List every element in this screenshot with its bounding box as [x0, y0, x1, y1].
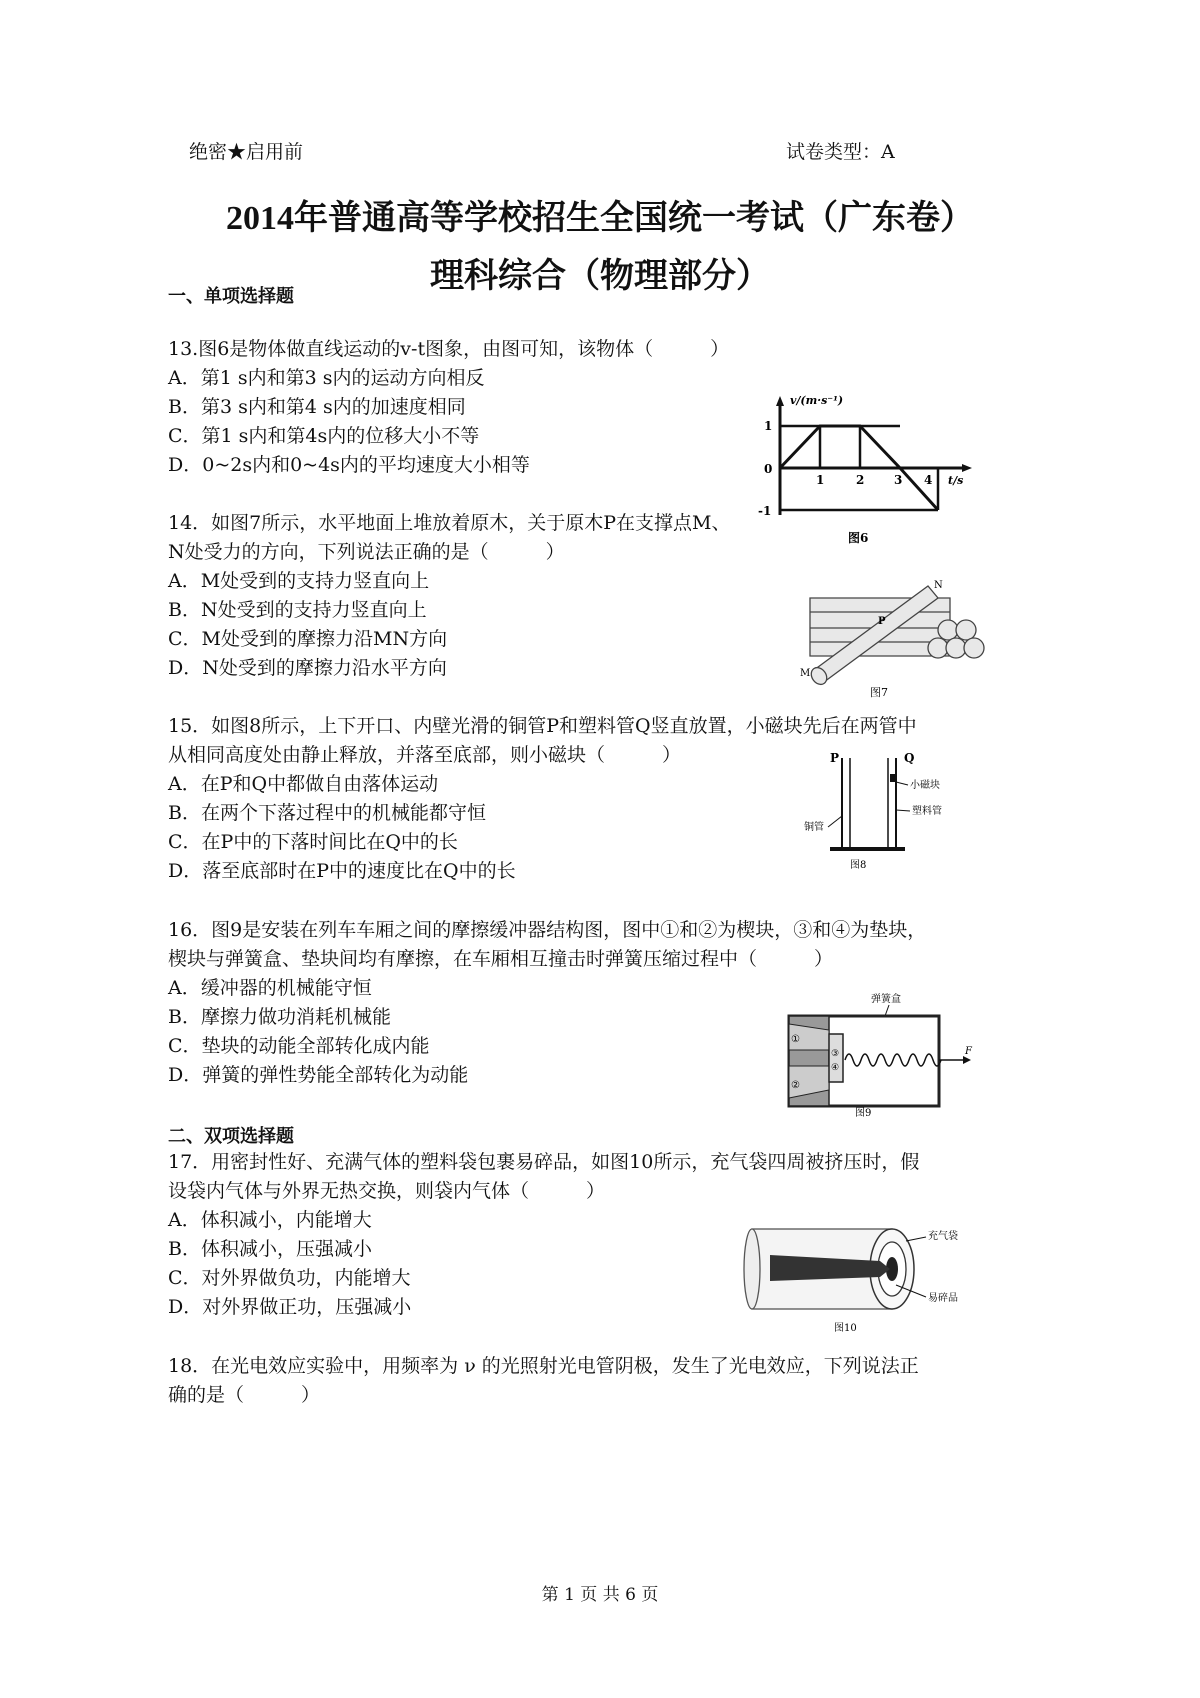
q16-option-c: C．垫块的动能全部转化成内能	[168, 1035, 430, 1057]
q16-option-b: B．摩擦力做功消耗机械能	[168, 1006, 391, 1028]
figure-7-logs	[790, 578, 990, 703]
fig6-ylabel: v/(m·s⁻¹)	[790, 394, 844, 407]
fig9-label-2: ②	[791, 1080, 800, 1091]
fig9-label-springbox: 弹簧盒	[871, 994, 901, 1005]
q17-stem-line2: 设袋内气体与外界无热交换，则袋内气体（ ）	[168, 1180, 606, 1202]
q16-option-d: D．弹簧的弹性势能全部转化为动能	[168, 1064, 469, 1086]
fig8-label-magnet: 小磁块	[910, 780, 940, 791]
fig6-xlabel: t/s	[948, 474, 964, 487]
fig6-tick-x-4: 4	[924, 473, 933, 487]
fig6-tick-y-0: 0	[764, 462, 773, 476]
q18-stem-line2: 确的是（ ）	[168, 1384, 321, 1406]
fig7-label-p: P	[878, 616, 886, 627]
section-single-choice: 一、单项选择题	[168, 286, 294, 307]
q13-option-d: D．0~2s内和0~4s内的平均速度大小相等	[168, 454, 530, 476]
q15-option-d: D．落至底部时在P中的速度比在Q中的长	[168, 860, 516, 882]
section-double-choice: 二、双项选择题	[168, 1126, 294, 1147]
fig6-tick-x-2: 2	[856, 473, 865, 487]
q13-option-b: B．第3 s内和第4 s内的加速度相同	[168, 396, 466, 418]
page-footer: 第 1 页 共 6 页	[541, 1585, 659, 1605]
fig10-label-fragile: 易碎品	[928, 1293, 958, 1304]
q13-option-c: C．第1 s内和第4s内的位移大小不等	[168, 425, 480, 447]
exam-title: 2014年普通高等学校招生全国统一考试（广东卷）	[226, 200, 974, 237]
fig7-caption: 图7	[870, 686, 888, 699]
q14-option-c: C．M处受到的摩擦力沿MN方向	[168, 628, 448, 650]
q15-stem-line2: 从相同高度处由静止释放，并落至底部，则小磁块（ ）	[168, 744, 682, 766]
fig10-caption: 图10	[834, 1323, 857, 1334]
fig9-label-3: ③	[831, 1049, 840, 1059]
fig10-label-bag: 充气袋	[928, 1231, 958, 1242]
q17-option-d: D．对外界做正功，压强减小	[168, 1296, 412, 1318]
fig7-label-n: N	[934, 580, 943, 591]
fig9-caption: 图9	[855, 1108, 872, 1118]
fig6-tick-y-neg1: -1	[758, 504, 772, 518]
figure-9-buffer	[785, 990, 985, 1118]
figure-8-tubes	[800, 748, 980, 876]
fig8-label-q: Q	[904, 751, 915, 765]
fig8-label-copper: 铜管	[804, 822, 824, 833]
fig8-label-plastic: 塑料管	[912, 806, 942, 817]
q14-option-b: B．N处受到的支持力竖直向上	[168, 599, 427, 621]
confidential-mark: 绝密★启用前	[189, 141, 304, 163]
fig9-label-f: F	[965, 1046, 972, 1057]
fig6-caption: 图6	[848, 531, 869, 545]
q14-option-d: D．N处受到的摩擦力沿水平方向	[168, 657, 447, 679]
q18-stem-line1: 18．在光电效应实验中，用频率为 ν 的光照射光电管阴极，发生了光电效应，下列说法正	[168, 1355, 919, 1377]
fig7-label-m: M	[800, 668, 811, 679]
q15-option-c: C．在P中的下落时间比在Q中的长	[168, 831, 458, 853]
q16-option-a: A．缓冲器的机械能守恒	[168, 977, 372, 999]
q15-option-a: A．在P和Q中都做自由落体运动	[168, 773, 439, 795]
fig8-label-p: P	[830, 751, 840, 765]
figure-10-airbag	[740, 1215, 990, 1340]
q16-stem-line1: 16．图9是安装在列车车厢之间的摩擦缓冲器结构图，图中①和②为楔块，③和④为垫块，	[168, 919, 927, 941]
q17-option-c: C．对外界做负功，内能增大	[168, 1267, 411, 1289]
q17-stem-line1: 17．用密封性好、充满气体的塑料袋包裹易碎品，如图10所示，充气袋四周被挤压时，假	[168, 1151, 920, 1173]
fig6-tick-y-1: 1	[764, 419, 773, 433]
q14-stem-line2: N处受力的方向，下列说法正确的是（ ）	[168, 541, 565, 563]
fig9-label-1: ①	[791, 1034, 800, 1045]
q14-stem-line1: 14．如图7所示，水平地面上堆放着原木，关于原木P在支撑点M、	[168, 512, 731, 534]
q17-option-b: B．体积减小，压强减小	[168, 1238, 372, 1260]
fig8-caption: 图8	[850, 860, 867, 871]
paper-type: 试卷类型：A	[786, 141, 895, 163]
q16-stem-line2: 楔块与弹簧盒、垫块间均有摩擦，在车厢相互撞击时弹簧压缩过程中（ ）	[168, 948, 834, 970]
q14-option-a: A．M处受到的支持力竖直向上	[168, 570, 430, 592]
q13-stem: 13.图6是物体做直线运动的v-t图象，由图可知，该物体（ ）	[168, 338, 730, 360]
figure-6-vt-graph	[750, 390, 990, 550]
q13-option-a: A．第1 s内和第3 s内的运动方向相反	[168, 367, 485, 389]
exam-subtitle: 理科综合（物理部分）	[430, 256, 770, 296]
fig9-label-4: ④	[831, 1063, 840, 1073]
q15-option-b: B．在两个下落过程中的机械能都守恒	[168, 802, 486, 824]
q15-stem-line1: 15．如图8所示，上下开口、内壁光滑的铜管P和塑料管Q竖直放置，小磁块先后在两管中	[168, 715, 917, 737]
fig6-tick-x-3: 3	[894, 473, 903, 487]
fig6-tick-x-1: 1	[816, 473, 825, 487]
q17-option-a: A．体积减小，内能增大	[168, 1209, 372, 1231]
